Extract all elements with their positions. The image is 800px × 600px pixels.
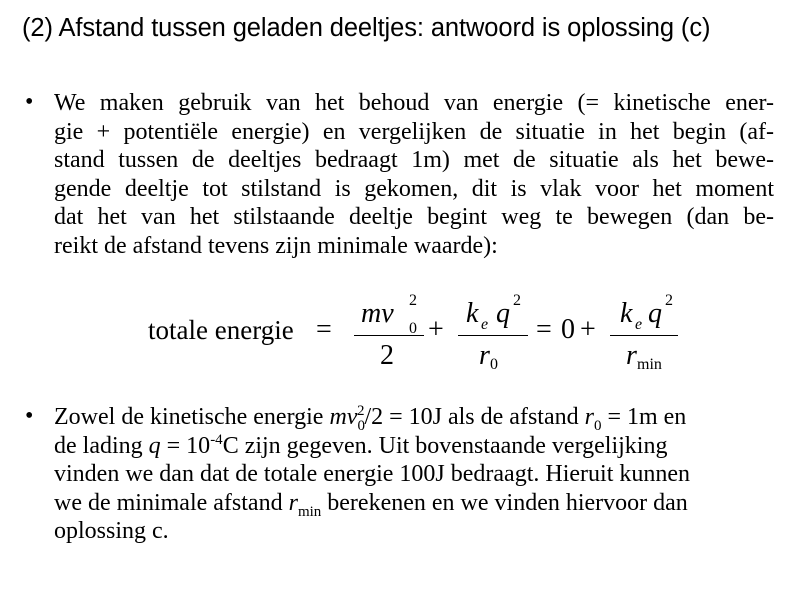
frac2-k: k xyxy=(466,298,479,329)
paragraph-2 xyxy=(54,403,774,546)
plus-sign: + xyxy=(580,314,596,345)
frac1-denominator: 2 xyxy=(380,340,394,371)
frac2-q: q xyxy=(496,298,510,329)
page-title: (2) Afstand tussen geladen deeltjes: antwoord is oplossing (c) xyxy=(22,14,711,42)
paragraph-2-line: vinden we dan dat de totale energie 100J bedraagt. Hieruit kunnen xyxy=(54,461,691,487)
equals-sign: = xyxy=(536,314,552,345)
bullet-1: • xyxy=(25,89,34,115)
paragraph-1 xyxy=(54,89,774,260)
bullet-2: • xyxy=(25,403,34,429)
paragraph-1-line: gende deeltje tot stilstand is gekomen, dit is vlak voor het moment xyxy=(54,175,774,202)
frac1-numerator: mv xyxy=(361,298,394,329)
paragraph-1-line: reikt de afstand tevens zijn minimale waarde): xyxy=(54,232,498,259)
zero: 0 xyxy=(561,314,575,345)
plus-sign: + xyxy=(428,314,444,345)
paragraph-1-line: stand tussen de deeltjes bedraagt 1m) met de situatie als het bewe- xyxy=(54,147,774,173)
fraction-bar xyxy=(458,335,528,336)
paragraph-1-line: dat het van het stilstaande deeltje begint weg te bewegen (dan be- xyxy=(54,204,774,230)
frac3-k-sub: e xyxy=(635,316,643,333)
paragraph-2-line: Zowel de kinetische energie $mv_0^2/2 = 10J$ als de afstand $r_0 = 1m$ en xyxy=(54,403,687,434)
frac3-k: k xyxy=(620,298,633,329)
energy-equation xyxy=(148,290,708,390)
frac2-k-sub: e xyxy=(481,316,489,333)
frac2-sup: 2 xyxy=(513,292,521,309)
frac3-r: r xyxy=(626,340,637,371)
paragraph-2-line: we de minimale afstand $r_{min}$ berekenen en we vinden hiervoor dan xyxy=(54,489,688,520)
paragraph-2-line: oplossing c. xyxy=(54,518,169,544)
frac3-sup: 2 xyxy=(665,292,673,309)
frac3-r-sub: min xyxy=(637,356,662,373)
equation-label: totale energie xyxy=(148,315,294,345)
paragraph-1-line: We maken gebruik van het behoud van energie (= kinetische ener- xyxy=(54,90,774,116)
fraction-bar xyxy=(354,335,424,336)
frac2-r: r xyxy=(479,340,490,371)
frac1-sup: 2 xyxy=(409,292,417,309)
equals-sign: = xyxy=(316,314,332,345)
fraction-bar xyxy=(610,335,678,336)
paragraph-1-line: gie + potentiële energie) en vergelijken de situatie in het begin (af- xyxy=(54,118,774,145)
frac2-r-sub: 0 xyxy=(490,356,498,373)
frac1-sub: 0 xyxy=(409,320,417,337)
frac3-q: q xyxy=(648,298,662,329)
paragraph-2-line: de lading $q = 10^{-4}C$ zijn gegeven. Uit bovenstaande vergelijking xyxy=(54,431,668,459)
